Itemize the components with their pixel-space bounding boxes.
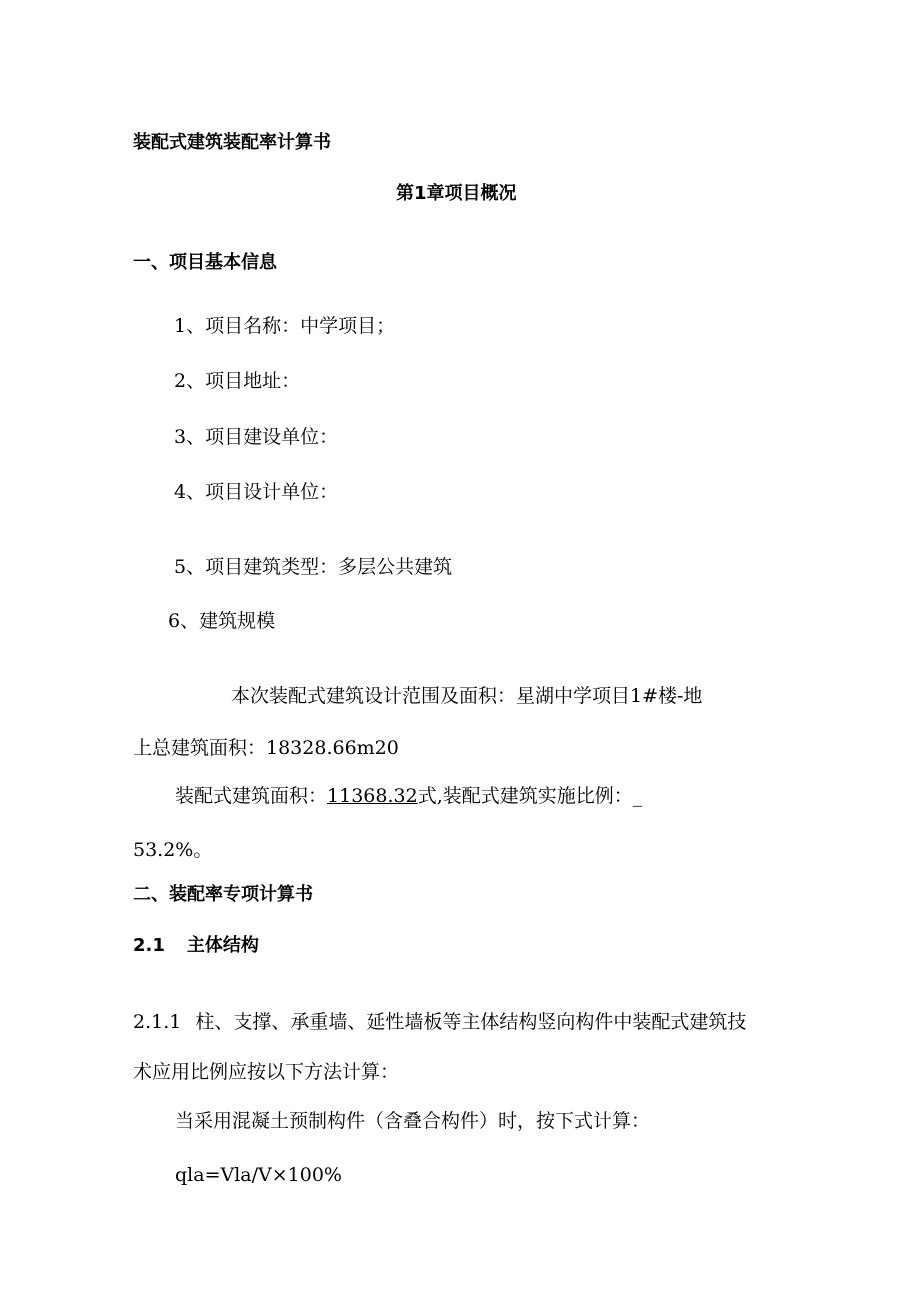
clause-line1 xyxy=(133,1010,746,1034)
prefab-area-label: 装配式建筑面积： xyxy=(175,785,328,807)
clause-text: 柱、支撑、承重墙、延性墙板等主体结构竖向构件中装配式建筑技 xyxy=(195,1011,747,1033)
list-item: 5、项目建筑类型：多层公共建筑 xyxy=(174,556,453,578)
subsection-heading xyxy=(133,934,259,958)
prefab-area-line xyxy=(175,784,642,808)
scope-text-line1: 本次装配式建筑设计范围及面积：星湖中学项目1#楼-地 xyxy=(231,685,703,707)
chapter-title: 第1章项目概况 xyxy=(396,183,517,204)
list-item: 6、建筑规模 xyxy=(168,610,276,632)
prefab-ratio-label: 式,装配式建筑实施比例：_ xyxy=(417,785,643,807)
list-item: 1、项目名称：中学项目； xyxy=(174,315,396,337)
list-item: 4、项目设计单位： xyxy=(174,481,339,503)
clause-line2: 术应用比例应按以下方法计算： xyxy=(133,1061,400,1083)
list-item: 3、项目建设单位： xyxy=(174,426,339,448)
subsection-number: 2.1 xyxy=(133,935,165,956)
document-title: 装配式建筑装配率计算书 xyxy=(133,132,331,153)
subsection-title: 主体结构 xyxy=(186,935,259,956)
list-item: 2、项目地址： xyxy=(174,370,301,392)
section-heading-basic-info: 一、项目基本信息 xyxy=(133,252,277,273)
prefab-ratio-value: 53.2%。 xyxy=(133,839,213,861)
method-text: 当采用混凝土预制构件（含叠合构件）时，按下式计算： xyxy=(175,1110,651,1132)
scope-text-line2: 上总建筑面积：18328.66m20 xyxy=(133,737,399,759)
clause-number: 2.1.1 xyxy=(133,1011,182,1033)
formula: qla=Vla/V×100% xyxy=(175,1164,342,1186)
prefab-area-value: 11368.32 xyxy=(327,785,418,807)
section-heading-calculation: 二、装配率专项计算书 xyxy=(133,884,313,905)
